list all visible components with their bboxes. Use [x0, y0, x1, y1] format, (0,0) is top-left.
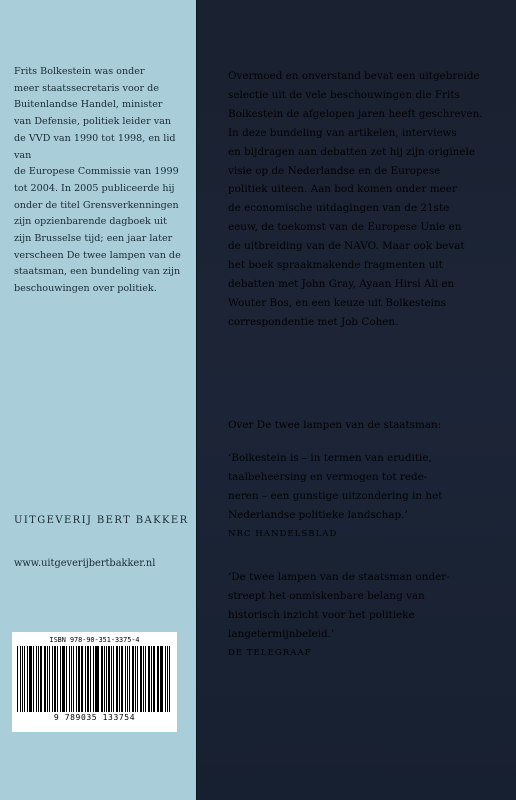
barcode-bar — [60, 646, 61, 712]
barcode-bar — [66, 646, 67, 712]
description-line: politiek uiteen. Aan bod komen onder meer — [228, 183, 457, 196]
publisher-url[interactable]: www.uitgeverijbertbakker.nl — [14, 558, 156, 569]
barcode-bar — [20, 646, 21, 712]
author-bio — [14, 64, 194, 298]
barcode-bar — [108, 646, 110, 712]
description-line: Wouter Bos, en een keuze uit Bolkesteins — [228, 296, 447, 309]
barcode-bar — [95, 646, 96, 712]
bio-line: meer staatssecretaris voor de — [14, 82, 159, 94]
barcode-bar — [93, 646, 94, 712]
barcode-bar — [17, 646, 18, 712]
description-line: debatten met John Gray, Ayaan Hirsi Ali en — [228, 277, 455, 290]
barcode-bar — [78, 646, 80, 712]
barcode-bar — [44, 646, 47, 712]
barcode-bar — [121, 646, 123, 712]
description-line: selectie uit de vele beschouwingen die Frits — [228, 88, 460, 101]
barcode-bar — [73, 646, 74, 712]
description-line: het boek spraakmakende fragmenten uit — [228, 259, 443, 272]
barcode-bar — [85, 646, 86, 712]
barcode-bar — [52, 646, 53, 712]
reviews-heading — [228, 416, 510, 435]
barcode-bar — [153, 646, 155, 712]
barcode-bar — [125, 646, 126, 712]
barcode-bar — [145, 646, 146, 712]
barcode-bar — [167, 646, 169, 712]
barcode-bar — [71, 646, 73, 712]
barcode-bar — [104, 646, 105, 712]
barcode-bar — [137, 646, 138, 712]
quote-source: DE TELEGRAAF — [228, 647, 312, 658]
barcode-bar — [158, 646, 159, 712]
barcode-bar — [47, 646, 48, 712]
review-quote-1 — [228, 449, 510, 544]
bio-line: zijn opzienbarende dagboek uit — [14, 216, 167, 228]
barcode-bar — [143, 646, 144, 712]
barcode-bar — [111, 646, 112, 712]
panel-divider — [196, 0, 197, 800]
barcode-bar — [87, 646, 89, 712]
bio-line: Buitenlandse Handel, minister — [14, 99, 163, 111]
quote-line: streept het onmiskenbare belang van — [228, 589, 425, 602]
quote-source: NRC HANDELSBLAD — [228, 528, 338, 539]
barcode-bar — [116, 646, 119, 712]
barcode-bar — [113, 646, 114, 712]
barcode-bar — [129, 646, 131, 712]
barcode-bar — [36, 646, 37, 712]
barcode-bar — [160, 646, 163, 712]
barcode-bar — [90, 646, 91, 712]
barcode-bar — [54, 646, 56, 712]
reviews-heading-text: Over De twee lampen van de staatsman: — [228, 419, 442, 431]
barcode-bar — [69, 646, 70, 712]
bio-line: van Defensie, politiek leider van — [14, 116, 172, 128]
barcode-bar — [151, 646, 152, 712]
description-line: en bijdragen aan debatten zet hij zijn originele — [228, 145, 475, 158]
barcode-bar — [96, 646, 99, 712]
barcode-bar — [135, 646, 136, 712]
barcode-bar — [140, 646, 143, 712]
barcode-bar — [165, 646, 166, 712]
quote-line: Nederlandse politieke landschap.’ — [228, 508, 408, 521]
barcode-bar — [127, 646, 128, 712]
barcode-bar — [169, 646, 170, 712]
bio-line: tot 2004. In 2005 publiceerde hij — [14, 182, 175, 194]
quote-line: ‘De twee lampen van de staatsman onder- — [228, 571, 450, 583]
isbn-barcode — [12, 632, 177, 732]
description-line: de uitbreiding van de NAVO. Maar ook bevat — [228, 240, 465, 253]
barcode-bar — [81, 646, 84, 712]
barcode-bar — [33, 646, 35, 712]
barcode-bar — [57, 646, 59, 712]
barcode-bar — [24, 646, 25, 712]
quote-line: langetermijnbeleid.’ — [228, 627, 335, 640]
bio-line: zijn Brusselse tijd; een jaar later — [14, 233, 173, 245]
barcode-bar — [40, 646, 42, 712]
barcode-bar — [38, 646, 39, 712]
quote-line: neren – een gunstige uitzondering in het — [228, 489, 443, 502]
bio-line: staatsman, een bundeling van zijn — [14, 266, 181, 278]
description-line: Overmoed en onverstand bevat een uitgebreide — [228, 70, 480, 82]
bio-line: de Europese Commissie van 1999 — [14, 166, 179, 178]
barcode-bar — [49, 646, 50, 712]
bio-line: Frits Bolkestein was onder — [14, 66, 145, 77]
bio-line: onder de titel Grensverkenningen — [14, 199, 179, 211]
barcode-bar — [106, 646, 107, 712]
barcode-bar — [22, 646, 24, 712]
book-description — [228, 67, 510, 332]
barcode-bars — [17, 646, 172, 712]
isbn-label: ISBN 978-90-351-3375-4 — [49, 636, 140, 644]
barcode-bar — [157, 646, 158, 712]
bio-line: verscheen De twee lampen van de — [14, 249, 181, 261]
description-line: In deze bundeling van artikelen, interviews — [228, 126, 457, 139]
quote-line: ‘Bolkestein is – in termen van eruditie, — [228, 452, 432, 464]
quote-line: taalbeheersing en vermogen tot rede- — [228, 470, 428, 483]
bio-line: de VVD van 1990 tot 1998, en lid van — [14, 132, 176, 161]
barcode-bar — [62, 646, 65, 712]
description-line: correspondentie met Job Cohen. — [228, 315, 399, 328]
bio-line: beschouwingen over politiek. — [14, 283, 157, 295]
barcode-bar — [101, 646, 103, 712]
barcode-bar — [29, 646, 32, 712]
quote-line: historisch inzicht voor het politieke — [228, 608, 415, 621]
publisher-name: UITGEVERIJ BERT BAKKER — [14, 515, 189, 526]
review-quote-2 — [228, 568, 510, 663]
barcode-digits: 9 789035 133754 — [53, 713, 136, 722]
barcode-bar — [119, 646, 120, 712]
barcode-bar — [148, 646, 150, 712]
barcode-bar — [132, 646, 134, 712]
description-line: Bolkestein de afgelopen jaren heeft geschreven. — [228, 107, 483, 120]
barcode-bar — [76, 646, 77, 712]
description-line: eeuw, de toekomst van de Europese Unie en — [228, 221, 462, 234]
description-line: de economische uitdagingen van de 21ste — [228, 202, 450, 215]
description-line: visie op de Nederlandse en de Europese — [228, 164, 441, 177]
barcode-bar — [27, 646, 28, 712]
